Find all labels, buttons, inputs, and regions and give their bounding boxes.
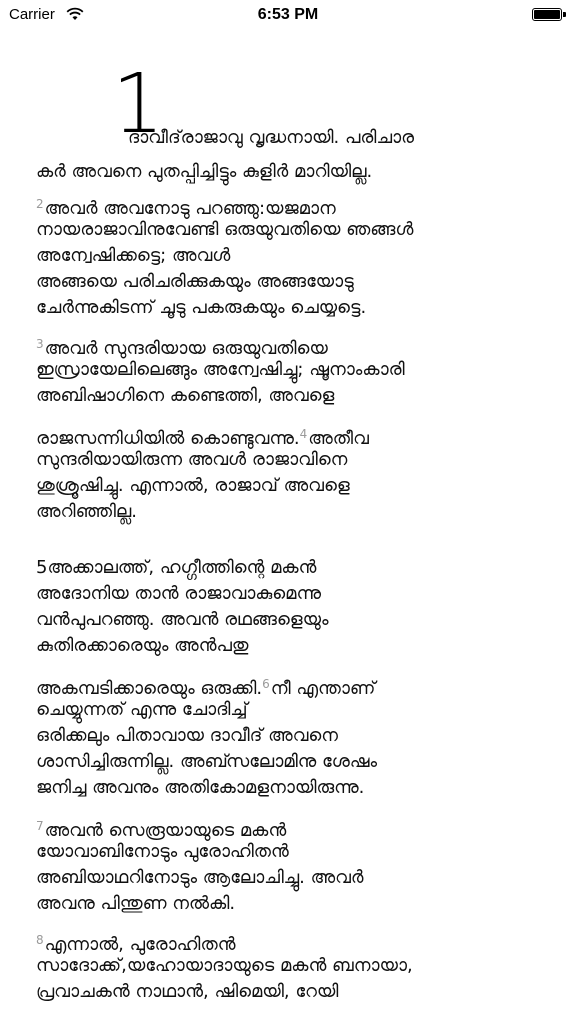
verse-text: അവർ സുന്ദരിയായ ഒരുയുവതിയെ xyxy=(44,338,328,359)
verse-text: ചെയ്യുന്നത് എന്നു ചോദിച്ച് xyxy=(36,699,248,720)
verse-text: രാജസന്നിധിയിൽ കൊണ്ടുവന്നു. xyxy=(36,428,300,449)
verse-line xyxy=(36,980,338,1004)
verse-line xyxy=(36,160,372,184)
verse-text: ചേർന്നുകിടന്ന് ചൂടു പകരുകയും ചെയ്യട്ടെ. xyxy=(36,297,367,318)
verse-line xyxy=(36,192,336,221)
verse-text: അബിഷാഗിനെ കണ്ടെത്തി, അവളെ xyxy=(36,385,335,406)
verse-text: സുന്ദരിയായിരുന്ന അവൾ രാജാവിനെ xyxy=(36,449,348,470)
battery-icon xyxy=(532,8,562,21)
verse-text: അന്വേഷിക്കട്ടെ; അവൾ xyxy=(36,245,231,266)
verse-line xyxy=(36,928,236,957)
verse-line xyxy=(36,724,338,748)
carrier-label: Carrier xyxy=(9,6,55,23)
status-bar xyxy=(0,0,576,30)
verse-line xyxy=(36,384,334,408)
verse-line xyxy=(36,840,289,864)
verse-text: നീ എന്താണ് xyxy=(270,678,376,699)
verse-text: ജനിച്ച അവനും അതികോമളനായിരുന്നു. xyxy=(36,777,365,798)
battery-level xyxy=(534,10,560,19)
verse-number: 8 xyxy=(36,933,44,947)
verse-line xyxy=(128,126,414,150)
chapter-number: 1 xyxy=(112,57,165,152)
verse-text: അവൻ സെരൂയായുടെ മകൻ xyxy=(44,820,287,841)
verse-line xyxy=(36,500,137,524)
verse-line xyxy=(36,582,321,606)
verse-number: 6 xyxy=(262,677,270,691)
verse-line xyxy=(36,776,364,800)
verse-text: അതീവ xyxy=(308,428,369,449)
verse-text: യോവാബിനോടും പുരോഹിതൻ xyxy=(36,841,289,862)
status-time: 6:53 PM xyxy=(257,6,319,23)
verse-text: കുതിരക്കാരെയും അൻപതു xyxy=(36,635,249,656)
verse-line xyxy=(36,218,414,242)
verse-text: ഒരിക്കലും പിതാവായ ദാവീദ് അവനെ xyxy=(36,725,338,746)
verse-line xyxy=(36,634,248,658)
verse-text: നായരാജാവിനുവേണ്ടി ഒരുയുവതിയെ ഞങ്ങൾ xyxy=(36,219,414,240)
verse-text: എന്നാൽ, പുരോഹിതൻ xyxy=(44,934,236,955)
verse-text: ശുശ്രൂഷിച്ചു. എന്നാൽ, രാജാവ് അവളെ xyxy=(36,475,350,496)
verse-line xyxy=(36,358,405,382)
verse-number: 3 xyxy=(36,337,44,351)
verse-line xyxy=(36,422,369,451)
verse-text: അവർ അവനോടു പറഞ്ഞു:യജമാന xyxy=(44,198,336,219)
verse-text: പ്രവാചകൻ നാഥാൻ, ഷിമെയി, റേയി xyxy=(36,981,339,1002)
verse-text: അറിഞ്ഞില്ല. xyxy=(36,501,137,522)
verse-line xyxy=(36,270,354,294)
verse-line xyxy=(36,750,377,774)
verse-line xyxy=(36,892,235,916)
verse-text: സാദോക്ക്,യഹോയാദായുടെ മകൻ ബനായാ, xyxy=(36,955,413,976)
verse-text: ദാവീദ്‌രാജാവു വൃദ്ധനായി. പരിചാര xyxy=(128,127,415,148)
battery-tip xyxy=(563,12,566,17)
verse-number: 2 xyxy=(36,197,44,211)
verse-text: വൻപുപറഞ്ഞു. അവൻ രഥങ്ങളെയും xyxy=(36,609,329,630)
verse-line xyxy=(36,672,375,701)
verse-text: 5അക്കാലത്ത്, ഹഗ്ഗീത്തിന്റെ മകൻ xyxy=(36,557,317,578)
verse-line xyxy=(36,474,350,498)
verse-line xyxy=(36,244,230,268)
verse-line xyxy=(36,814,286,843)
verse-line xyxy=(36,556,316,580)
verse-line xyxy=(36,332,328,361)
verse-number: 4 xyxy=(299,427,308,441)
verse-text: അബിയാഥറിനോടും ആലോചിച്ചു. അവർ xyxy=(36,867,364,888)
verse-text: അങ്ങയെ പരിചരിക്കുകയും അങ്ങയോടു xyxy=(36,271,354,292)
verse-text: കർ അവനെ പുതപ്പിച്ചിട്ടും കുളിർ മാറിയില്ല. xyxy=(36,161,373,182)
verse-number: 7 xyxy=(36,819,44,833)
verse-line xyxy=(36,954,413,978)
verse-line xyxy=(36,608,329,632)
verse-text: അദോനിയ താൻ രാജാവാകുമെന്നു xyxy=(36,583,321,604)
verse-text: ഇസ്രായേലിലെങ്ങും അന്വേഷിച്ചു; ഷൂനാംകാരി xyxy=(36,359,405,380)
verse-text: ശാസിച്ചിരുന്നില്ല. അബ്സലോമിനു ശേഷം xyxy=(36,751,378,772)
verse-line xyxy=(36,448,347,472)
verse-line xyxy=(36,296,366,320)
verse-line xyxy=(36,698,247,722)
verse-text: അകമ്പടിക്കാരെയും ഒരുക്കി. xyxy=(36,678,263,699)
verse-line xyxy=(36,866,363,890)
verse-text: അവനു പിന്തുണ നൽകി. xyxy=(36,893,236,914)
